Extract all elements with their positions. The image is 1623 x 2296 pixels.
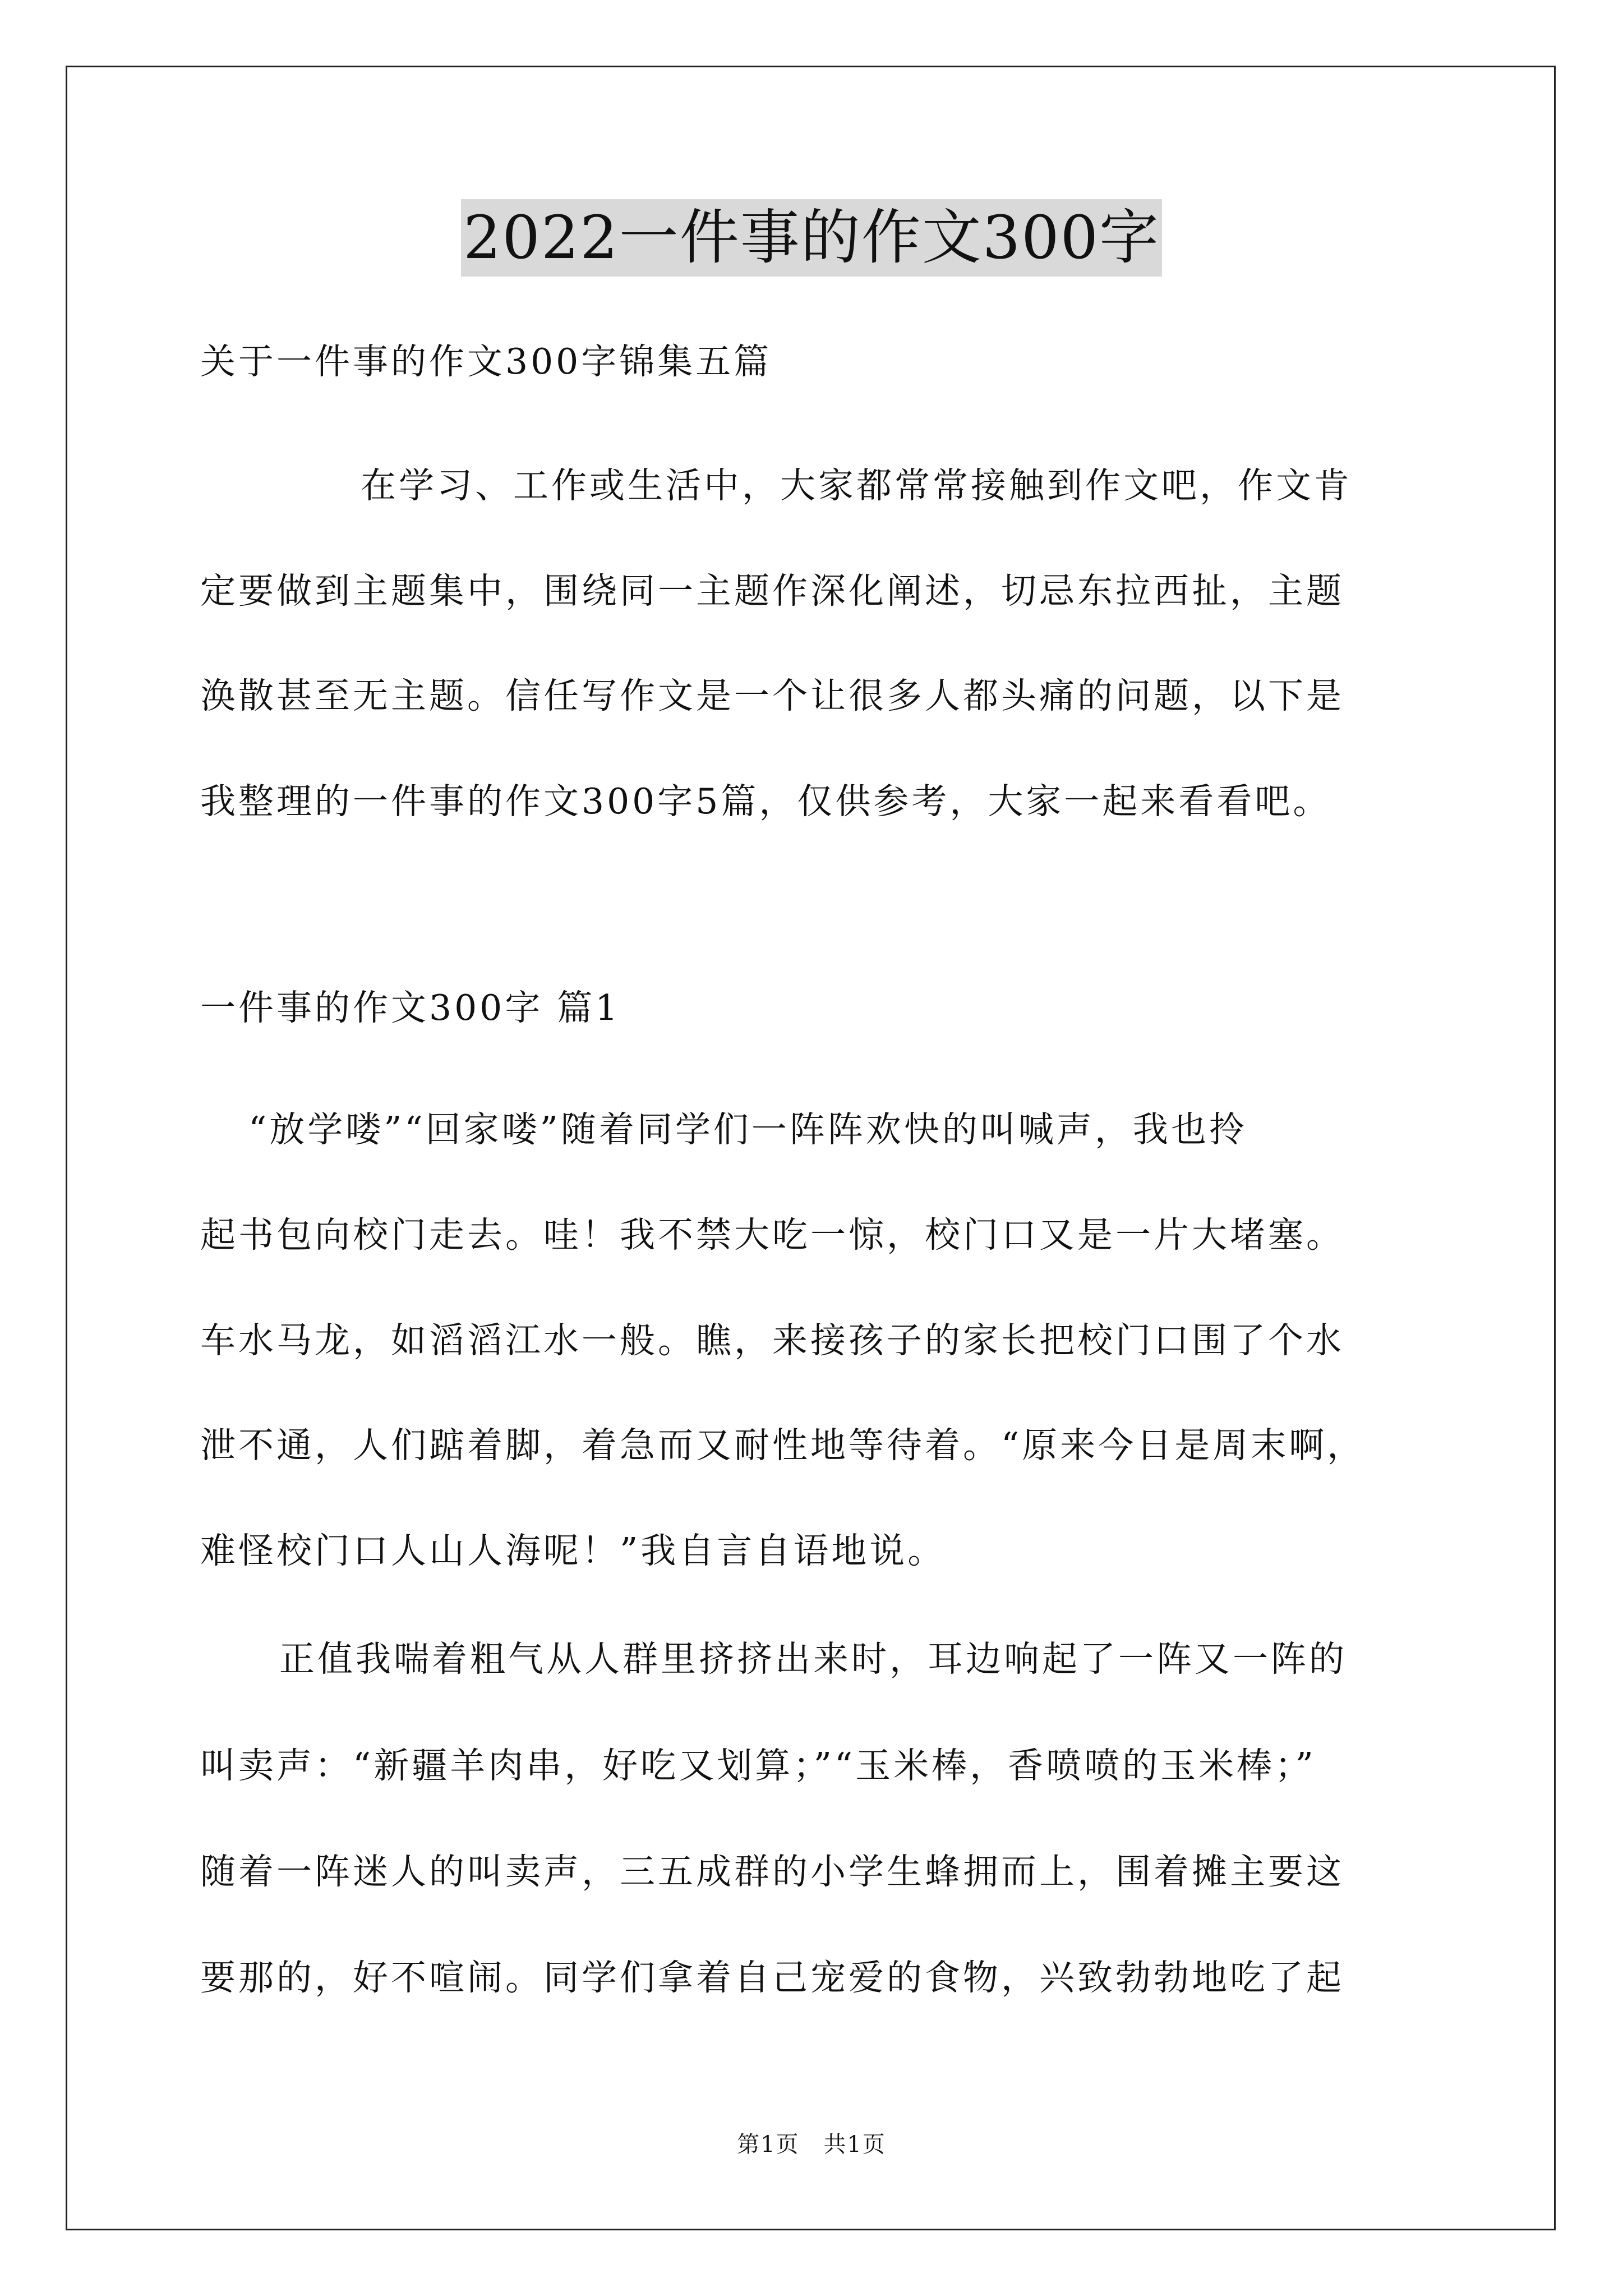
paragraph2-line-1: 正值我喘着粗气从人群里挤挤出来时，耳边响起了一阵又一阵的 <box>279 1639 1347 1680</box>
paragraph1-line-3: 车水马龙，如滔滔江水一般。瞧，来接孩子的家长把校门口围了个水 <box>200 1320 1344 1361</box>
section-heading: 一件事的作文300字 篇1 <box>200 987 621 1028</box>
paragraph2-line-4: 要那的，好不喧闹。同学们拿着自己宠爱的食物，兴致勃勃地吃了起 <box>200 1957 1344 1998</box>
page-number: 第1页 <box>737 2132 800 2157</box>
intro-line-3: 涣散甚至无主题。信任写作文是一个让很多人都头痛的问题，以下是 <box>200 675 1344 716</box>
page-footer <box>0 2131 1623 2159</box>
paragraph2-line-2: 叫卖声：“新疆羊肉串，好吃又划算；”“玉米棒，香喷喷的玉米棒；” <box>200 1745 1316 1786</box>
intro-line-1: 在学习、工作或生活中，大家都常常接触到作文吧，作文肯 <box>361 465 1352 506</box>
title-container <box>0 199 1623 277</box>
intro-line-4: 我整理的一件事的作文300字5篇，仅供参考，大家一起来看看吧。 <box>200 781 1331 822</box>
paragraph1-line-4: 泄不通，人们踮着脚，着急而又耐性地等待着。“原来今日是周末啊， <box>200 1425 1366 1466</box>
document-title: 2022一件事的作文300字 <box>461 199 1162 277</box>
paragraph2-line-3: 随着一阵迷人的叫卖声，三五成群的小学生蜂拥而上，围着摊主要这 <box>200 1851 1344 1892</box>
paragraph1-line-1: “放学喽”“回家喽”随着同学们一阵阵欢快的叫喊声，我也拎 <box>248 1109 1247 1150</box>
document-subtitle: 关于一件事的作文300字锦集五篇 <box>200 341 772 382</box>
intro-line-2: 定要做到主题集中，围绕同一主题作深化阐述，切忌东拉西扯，主题 <box>200 570 1344 611</box>
page-total: 共1页 <box>823 2132 886 2157</box>
paragraph1-line-5: 难怪校门口人山人海呢！”我自言自语地说。 <box>200 1530 946 1571</box>
paragraph1-line-2: 起书包向校门走去。哇！我不禁大吃一惊，校门口又是一片大堵塞。 <box>200 1214 1344 1255</box>
